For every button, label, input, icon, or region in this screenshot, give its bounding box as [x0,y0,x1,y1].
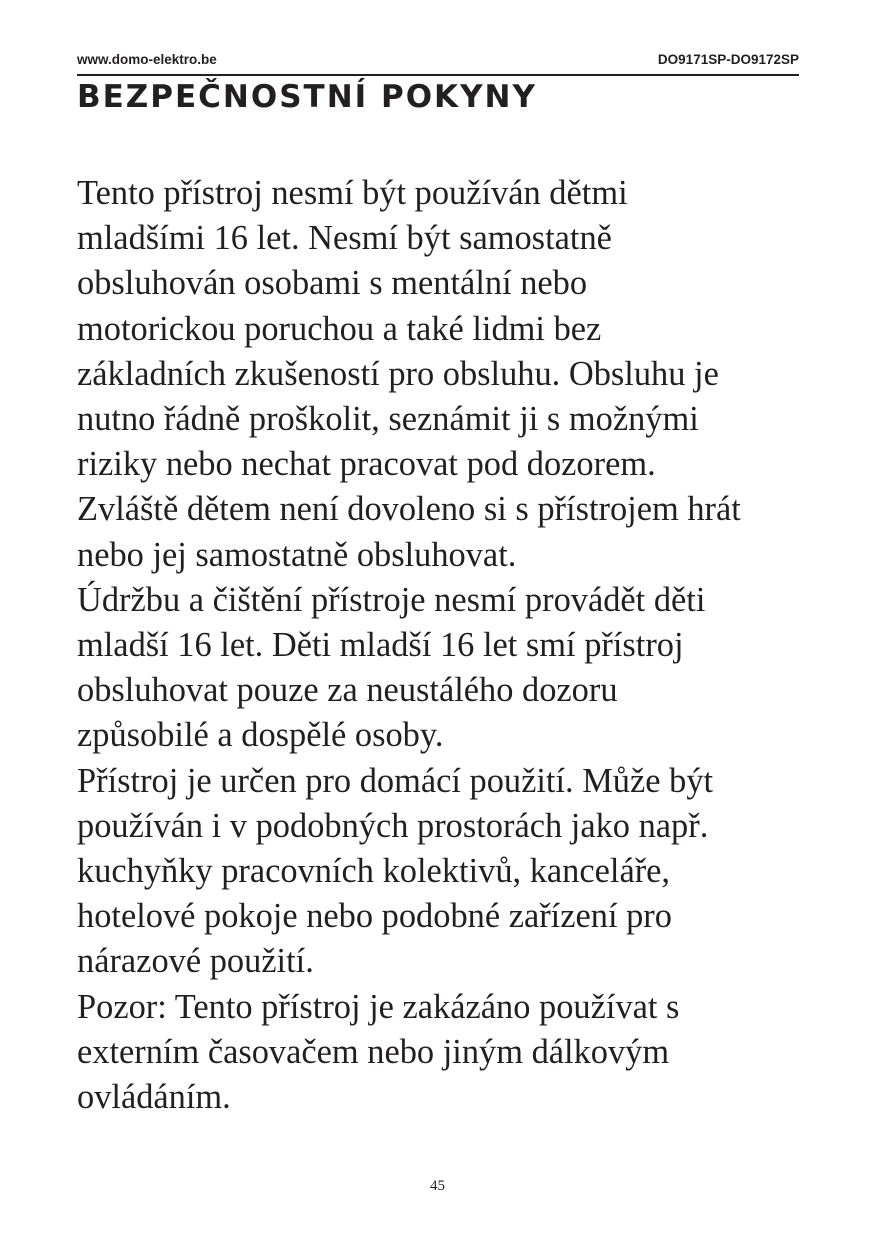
text-line: externím časovačem nebo jiným dálkovým [77,1032,670,1071]
text-line: Zvláště dětem není dovoleno si s přístrojem hrát [77,490,741,529]
text-line: nebo jej samostatně obsluhovat. [77,535,517,574]
safety-instructions-text [77,171,817,1120]
text-line: motorickou poruchou a také lidmi bez [77,309,602,348]
text-line: základních zkušeností pro obsluhu. Obsluhu je [77,354,719,393]
text-line: kuchyňky pracovních kolektivů, kanceláře, [77,852,671,891]
text-line: riziky nebo nechat pracovat pod dozorem. [77,445,656,484]
page-number: 45 [430,1178,445,1194]
page-title: BEZPEČNOSTNÍ POKYNY [77,79,537,115]
text-line: Údržbu a čištění přístroje nesmí provádět děti [77,580,706,619]
text-line: hotelové pokoje nebo podobné zařízení pro [77,897,672,936]
text-line: obsluhován osobami s mentální nebo [77,264,588,303]
text-line: používán i v podobných prostorách jako např. [77,806,709,845]
page-header [77,52,799,76]
text-line: nutno řádně proškolit, seznámit ji s možnými [77,400,699,439]
website-url: www.domo-elektro.be [77,52,217,67]
text-line: mladší 16 let. Děti mladší 16 let smí přístroj [77,626,684,665]
text-line: obsluhovat pouze za neustálého dozoru [77,671,618,710]
text-line: Přístroj je určen pro domácí použití. Může být [77,761,714,800]
text-line: ovládáním. [77,1078,231,1117]
model-number: DO9171SP-DO9172SP [657,52,799,67]
text-line: způsobilé a dospělé osoby. [77,716,444,755]
text-line: Pozor: Tento přístroj je zakázáno používat s [77,987,680,1026]
text-line: mladšími 16 let. Nesmí být samostatně [77,219,612,258]
text-line: nárazové použití. [77,942,314,981]
text-line: Tento přístroj nesmí být používán dětmi [77,174,628,212]
